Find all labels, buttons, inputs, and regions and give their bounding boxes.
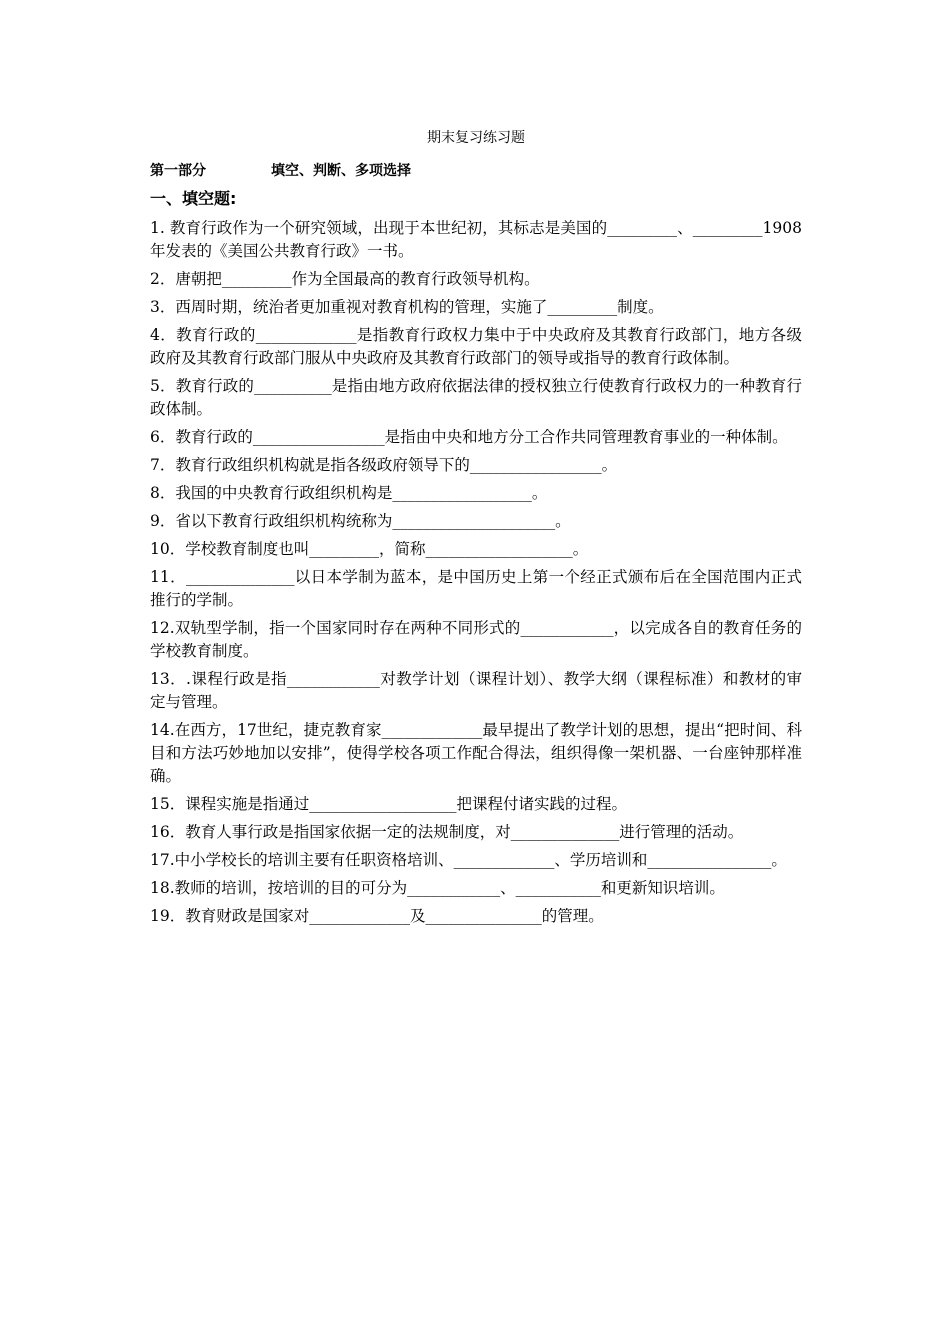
question-4: 4．教育行政的_____________是指教育行政权力集中于中央政府及其教育行政部门，地方各级政府及其教育行政部门服从中央政府及其教育行政部门的领导或指导的教育行政体制。: [150, 326, 802, 367]
question-8: 8．我国的中央教育行政组织机构是__________________。: [150, 484, 548, 502]
question-11: 11．______________以日本学制为蓝本，是中国历史上第一个经正式颁布后在全国范围内正式推行的学制。: [150, 568, 802, 609]
question-6: 6．教育行政的_________________是指由中央和地方分工合作共同管理教育事业的一种体制。: [150, 428, 788, 446]
question-17: 17.中小学校长的培训主要有任职资格培训、_____________、学历培训和________________。: [150, 851, 787, 869]
question-5: 5．教育行政的__________是指由地方政府依据法律的授权独立行使教育行政权力的一种教育行政体制。: [150, 377, 802, 418]
part-subtitle: 填空、判断、多项选择: [271, 163, 411, 179]
question-2: 2．唐朝把_________作为全国最高的教育行政领导机构。: [150, 270, 540, 288]
part-label: 第一部分: [150, 163, 206, 179]
question-15: 15．课程实施是指通过___________________把课程付诸实践的过程。: [150, 795, 627, 813]
question-list: [150, 217, 802, 928]
question-19: 19．教育财政是国家对_____________及_______________的管理。: [150, 907, 604, 925]
question-14: 14.在西方，17世纪，捷克教育家_____________最早提出了教学计划的思想，提出“把时间、科目和方法巧妙地加以安排”，使得学校各项工作配合得法，组织得像一架机器、一台座钟那样准确。: [150, 721, 802, 785]
question-9: 9．省以下教育行政组织机构统称为_____________________。: [150, 512, 571, 530]
document-page: [150, 128, 802, 933]
question-3: 3．西周时期，统治者更加重视对教育机构的管理，实施了_________制度。: [150, 298, 664, 316]
part-heading: [150, 161, 802, 181]
question-1: 1. 教育行政作为一个研究领域，出现于本世纪初，其标志是美国的_________、_________1908年发表的《美国公共教育行政》一书。: [150, 219, 802, 260]
document-title: 期末复习练习题: [427, 130, 525, 146]
question-10: 10．学校教育制度也叫_________，简称___________________。: [150, 540, 589, 558]
question-18: 18.教师的培训，按培训的目的可分为____________、___________和更新知识培训。: [150, 879, 725, 897]
question-7: 7．教育行政组织机构就是指各级政府领导下的_________________。: [150, 456, 618, 474]
question-12: 12.双轨型学制，指一个国家同时存在两种不同形式的____________，以完成各自的教育任务的学校教育制度。: [150, 619, 802, 660]
question-13: 13．.课程行政是指____________对教学计划（课程计划）、教学大纲（课程标准）和教材的审定与管理。: [150, 670, 802, 711]
section-heading: 一、填空题:: [150, 189, 237, 208]
question-16: 16．教育人事行政是指国家依据一定的法规制度，对______________进行管理的活动。: [150, 823, 744, 841]
